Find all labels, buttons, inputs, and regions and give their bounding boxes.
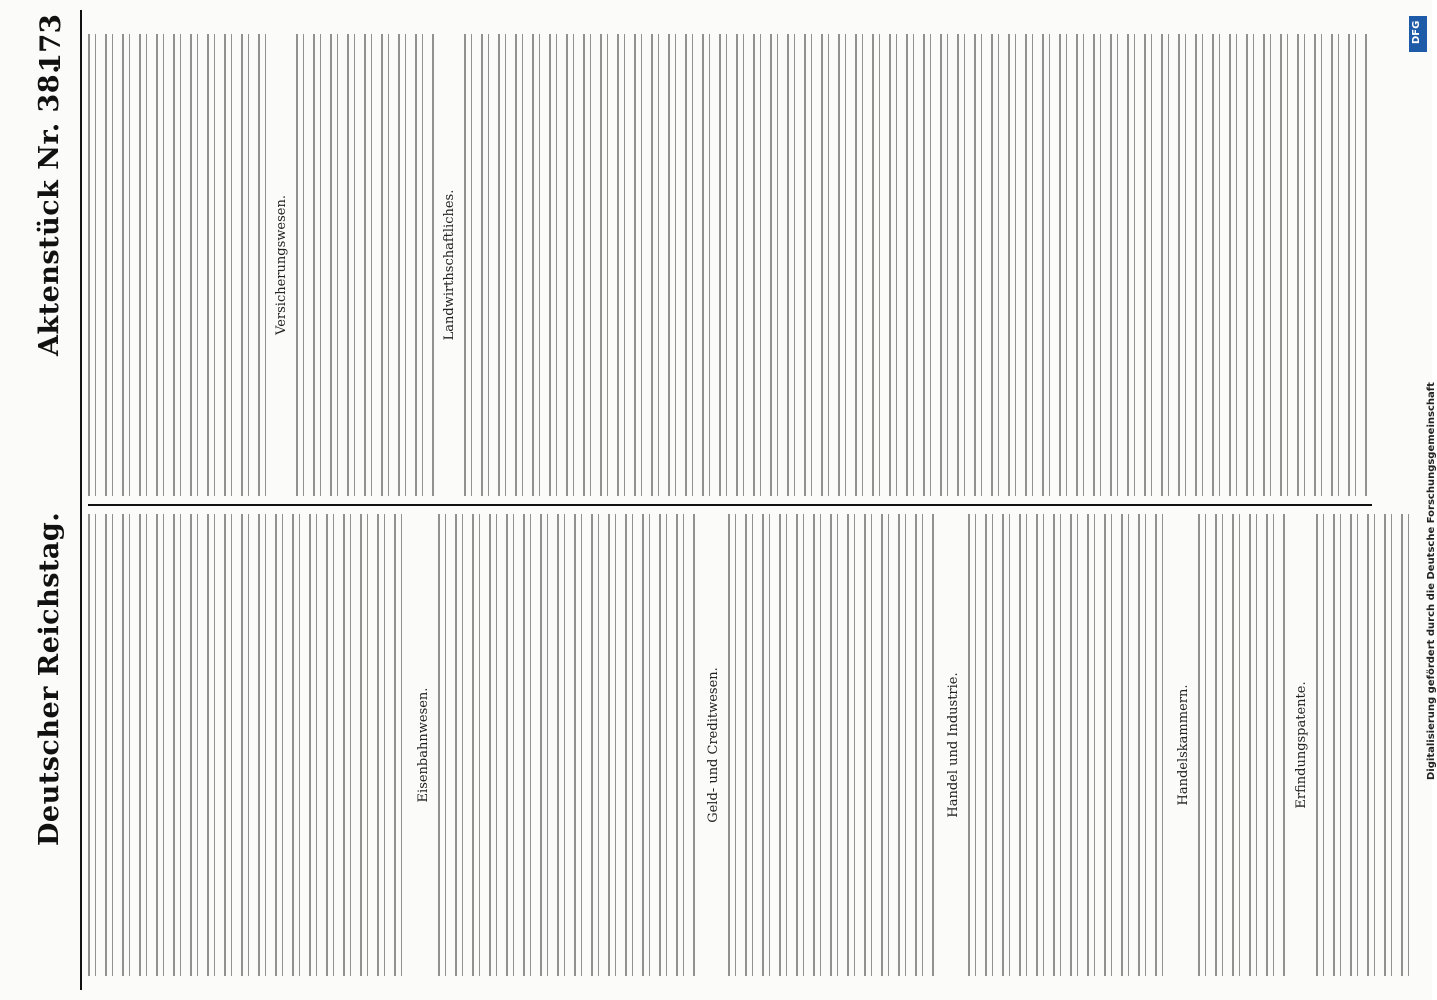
body-text-block — [438, 514, 696, 976]
body-text-block — [1198, 514, 1288, 976]
column-rule — [88, 504, 1372, 506]
body-text-block — [464, 34, 1372, 496]
running-head-right: Aktenstück Nr. 38. — [34, 64, 65, 356]
left-column — [88, 514, 1372, 976]
running-head-left: Deutscher Reichstag. — [34, 511, 65, 846]
body-text-block — [88, 514, 406, 976]
body-text-block — [88, 34, 266, 496]
section-heading-versicherungswesen: Versicherungswesen. — [274, 195, 289, 335]
right-column — [88, 34, 1372, 496]
body-text-block — [296, 34, 434, 496]
dfg-logo — [1409, 16, 1427, 52]
section-heading-landwirthschaftliches: Landwirthschaftliches. — [442, 189, 457, 341]
rotated-page-content — [6, 4, 1412, 996]
page-number: 173 — [34, 14, 67, 73]
section-heading-erfindungspatente: Erfindungspatente. — [1294, 681, 1309, 809]
body-text-block — [968, 514, 1168, 976]
dfg-logo-text: DFG — [1411, 20, 1422, 44]
page-header — [34, 4, 74, 996]
body-text-block — [728, 514, 938, 976]
section-heading-eisenbahnwesen: Eisenbahnwesen. — [416, 687, 431, 803]
digitization-note-text: Digitalisierung gefördert durch die Deutsche Forschungsgemeinschaft — [1426, 382, 1437, 780]
header-rule — [80, 10, 82, 990]
section-heading-geld-und-creditwesen: Geld- und Creditwesen. — [706, 667, 721, 823]
section-heading-handelskammern: Handelskammern. — [1176, 684, 1191, 806]
body-text-block — [1316, 514, 1416, 976]
digitization-note — [1408, 20, 1437, 840]
page-frame — [6, 4, 1412, 996]
section-heading-handel-und-industrie: Handel und Industrie. — [946, 672, 961, 818]
